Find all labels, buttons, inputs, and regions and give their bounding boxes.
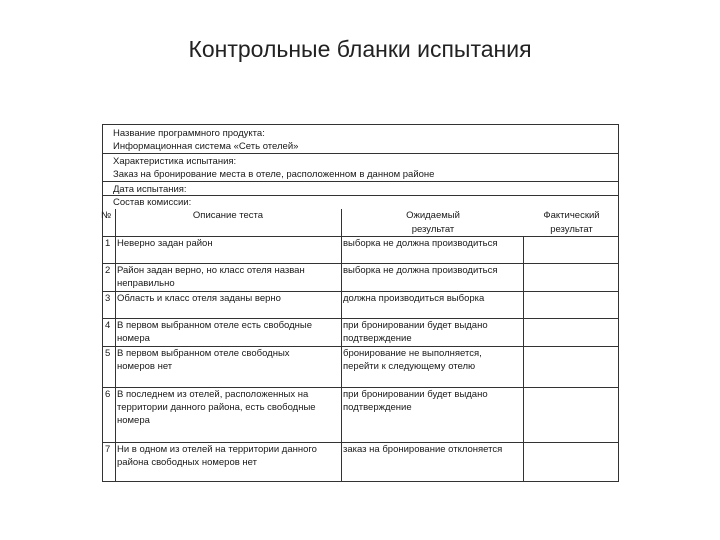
row-expected: при бронировании будет выдано [343,320,488,331]
row-desc: Неверно задан район [117,238,213,249]
row-desc: Район задан верно, но класс отеля назван [117,265,305,276]
row-expected: должна производиться выборка [343,293,485,304]
test-char-label: Характеристика испытания: [113,156,237,167]
row-desc: Ни в одном из отелей на территории данного [117,444,317,455]
grid-line [523,236,524,482]
row-desc-2: номеров нет [117,361,173,372]
row-expected-2: перейти к следующему отелю [343,361,476,372]
row-desc-2: территории данного района, есть свободные [117,402,316,413]
row-desc-3: номера [117,415,150,426]
col-num-header: № [101,210,112,221]
row-num: 5 [105,348,111,359]
row-expected-2: подтверждение [343,402,412,413]
col-expected-header: Ожидаемый [406,210,460,221]
test-char-value: Заказ на бронирование места в отеле, расположенном в данном районе [113,169,435,180]
row-desc: В первом выбранном отеле свободных [117,348,290,359]
test-form-table [102,124,619,482]
product-value: Информационная система «Сеть отелей» [113,141,299,152]
row-expected-2: подтверждение [343,333,412,344]
row-expected: выборка не должна производиться [343,265,498,276]
col-expected-header-2: результат [411,224,455,235]
page-title: Контрольные бланки испытания [188,36,532,62]
row-desc-2: неправильно [117,278,175,289]
row-desc-2: номера [117,333,150,344]
divider [103,153,618,154]
row-expected: выборка не должна производиться [343,238,498,249]
row-num: 2 [105,265,111,276]
row-expected: при бронировании будет выдано [343,389,488,400]
row-num: 4 [105,320,111,331]
product-label: Название программного продукта: [113,128,265,139]
commission-label: Состав комиссии: [113,197,192,208]
row-expected: заказ на бронирование отклоняется [343,444,503,455]
row-desc-2: района свободных номеров нет [117,457,257,468]
col-actual-header: Фактический [543,210,600,221]
col-actual-header-2: результат [550,224,593,235]
row-expected: бронирование не выполняется, [343,348,482,359]
row-desc: В последнем из отелей, расположенных на [117,389,309,400]
col-desc-header: Описание теста [192,210,264,221]
row-desc: Область и класс отеля заданы верно [117,293,281,304]
date-label: Дата испытания: [113,184,187,195]
row-num: 3 [105,293,111,304]
divider [103,181,618,182]
row-num: 7 [105,444,111,455]
row-desc: В первом выбранном отеле есть свободные [117,320,313,331]
row-num: 6 [105,389,111,400]
row-num: 1 [105,238,111,249]
